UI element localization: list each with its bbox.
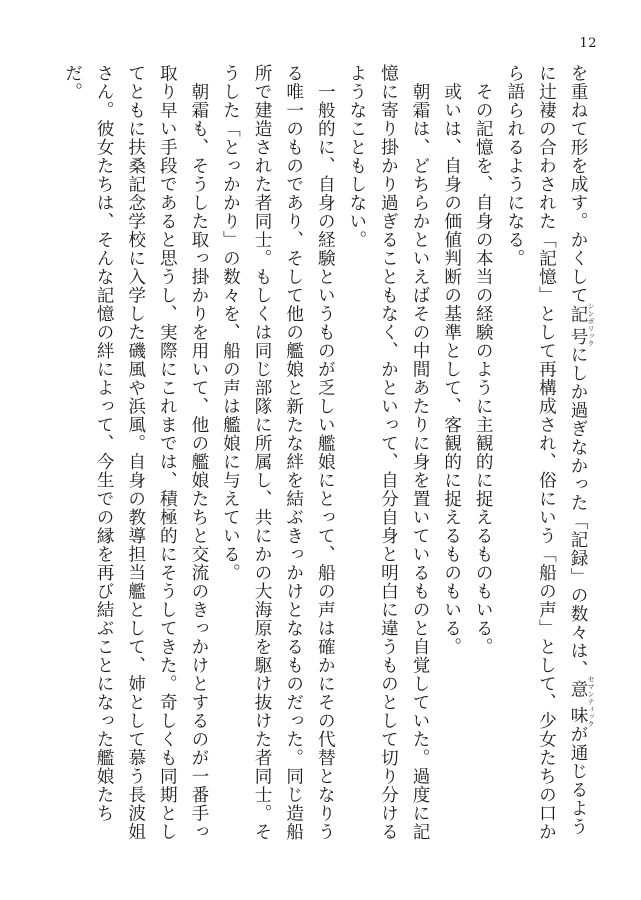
ruby-reading: セマンティック xyxy=(587,675,595,728)
paragraph xyxy=(435,64,467,854)
vertical-text-body xyxy=(56,64,595,854)
paragraph xyxy=(467,64,499,854)
text-run: 或いは、自身の価値判断の基準として、客観的に捉えるものもいる。 xyxy=(441,64,462,656)
ruby-reading: シンボリック xyxy=(587,302,595,348)
paragraph xyxy=(56,64,214,854)
ruby-base: 記号 xyxy=(568,302,588,348)
ruby-annotated-word xyxy=(568,675,595,728)
text-run: その記憶を、自身の本当の経験のように主観的に捉えるものもいる。 xyxy=(473,64,494,656)
paragraph xyxy=(214,64,340,854)
paragraph xyxy=(498,64,595,854)
text-run: 朝霜は、どちらかといえばその中間あたりに身を置いているものと自覚していた。過度に記憶に寄り掛かり過ぎることもなく、かといって、自分自身と明白に違うものとして切り分けるようなこともしない。 xyxy=(346,64,431,841)
text-run: にしか過ぎなかった「記録」の数々は、 xyxy=(568,345,588,679)
text-run: が通じるように辻褄の合わされた「記憶」として再構成され、俗にいう「船の声」として、少女たちの口から語られるようになる。 xyxy=(504,64,588,841)
text-run: を重ねて形を成す。かくして xyxy=(568,64,588,305)
paragraph xyxy=(340,64,435,854)
text-run: 朝霜も、そうした取っ掛かりを用いて、他の艦娘たちと交流のきっかけとするのが一番手っ取り早い手段であると思うし、実際にこれまでは、積極的にそうしてきた。奇しくも同期としてともに扶桑記念学校に入学した磯風や浜風。自身の教導担当艦として、姉として慕う長波姐さん。彼女たちは、そんな記憶の絆によって、今生での縁を再び結ぶことになった艦娘たちだ。 xyxy=(62,64,209,841)
text-run: 一般的に、自身の経験というものが乏しい艦娘にとって、船の声は確かにその代替となりうる唯一のものであり、そして他の艦娘と新たな絆を結ぶきっかけとなるものだった。同じ造船所で建造された者同士。もしくは同じ部隊に所属し、共にかの大海原を駆け抜けた者同士。そうした「とっかかり」の数々を、船の声は艦娘に与えている。 xyxy=(220,64,336,841)
ruby-base: 意味 xyxy=(568,675,588,728)
ruby-annotated-word xyxy=(568,302,595,348)
page-number: 12 xyxy=(579,36,597,51)
